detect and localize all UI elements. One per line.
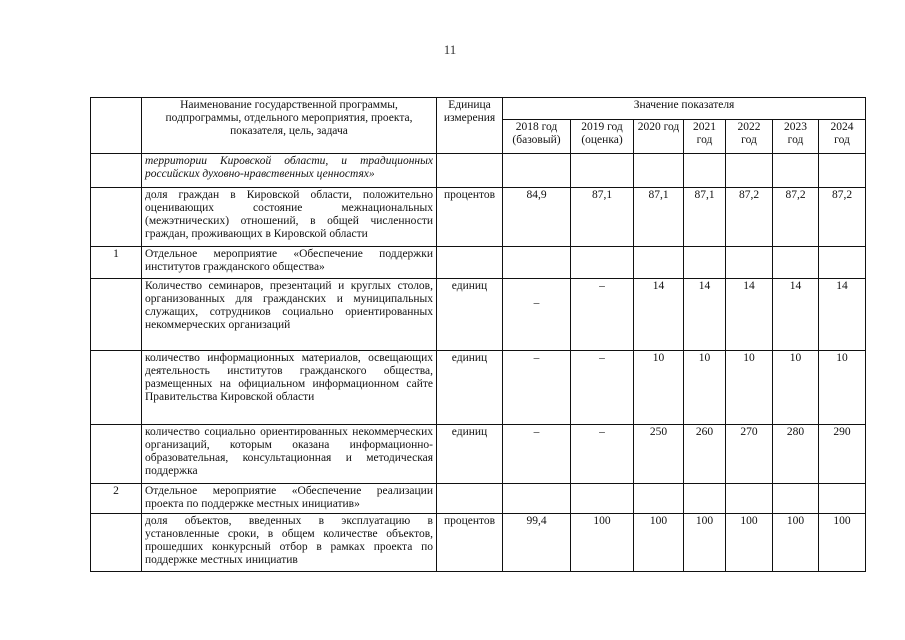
value-cell: –	[571, 425, 634, 484]
header-year: 2020 год	[634, 120, 684, 154]
row-name: Отдельное мероприятие «Обеспечение реализации проекта по поддержке местных инициатив»	[142, 484, 437, 514]
value-cell: 14	[634, 279, 684, 351]
value-cell	[634, 154, 684, 188]
value-cell: 14	[773, 279, 819, 351]
header-year: 2024 год	[819, 120, 866, 154]
table-row	[91, 247, 866, 279]
header-year: 2021 год	[684, 120, 726, 154]
value-cell: 250	[634, 425, 684, 484]
value-cell: 290	[819, 425, 866, 484]
value-cell: 100	[726, 514, 773, 572]
row-number	[91, 425, 142, 484]
row-name: Отдельное мероприятие «Обеспечение поддержки институтов гражданского общества»	[142, 247, 437, 279]
value-cell	[503, 484, 571, 514]
value-cell	[819, 484, 866, 514]
table-row	[91, 351, 866, 425]
header-name: Наименование государственной программы, подпрограммы, отдельного мероприятия, проекта, показателя, цель, задача	[142, 98, 437, 154]
value-cell: 260	[684, 425, 726, 484]
header-num	[91, 98, 142, 154]
value-cell: 87,2	[773, 188, 819, 247]
value-cell: 100	[571, 514, 634, 572]
row-number	[91, 279, 142, 351]
value-cell	[503, 247, 571, 279]
header-year: 2022 год	[726, 120, 773, 154]
table-row	[91, 279, 866, 351]
row-unit	[437, 484, 503, 514]
row-name: Количество семинаров, презентаций и круглых столов, организованных для гражданских и муниципальных служащих, сотрудников социально ориентированных некоммерческих организаций	[142, 279, 437, 351]
value-cell	[634, 484, 684, 514]
value-cell: –	[571, 279, 634, 351]
value-cell	[571, 484, 634, 514]
row-name: территории Кировской области, и традиционных российских духовно-нравственных ценностях»	[142, 154, 437, 188]
indicators-table	[90, 97, 866, 572]
value-cell: –	[503, 425, 571, 484]
value-cell: 10	[773, 351, 819, 425]
value-cell: –	[503, 351, 571, 425]
value-cell	[571, 247, 634, 279]
header-value-group: Значение показателя	[503, 98, 866, 120]
page-number: 11	[443, 42, 457, 57]
table-row	[91, 188, 866, 247]
row-number	[91, 154, 142, 188]
value-cell: 100	[684, 514, 726, 572]
value-cell: 14	[819, 279, 866, 351]
value-cell	[634, 247, 684, 279]
value-cell: 14	[684, 279, 726, 351]
row-unit: единиц	[437, 279, 503, 351]
header-unit: Единица измерения	[437, 98, 503, 154]
row-number	[91, 351, 142, 425]
table-row	[91, 154, 866, 188]
value-cell: 10	[634, 351, 684, 425]
row-name: количество информационных материалов, освещающих деятельность институтов гражданского общества, размещенных на официальном информационном сайте Правительства Кировской области	[142, 351, 437, 425]
value-cell: 100	[773, 514, 819, 572]
value-cell	[819, 247, 866, 279]
value-cell: 10	[684, 351, 726, 425]
value-cell	[773, 154, 819, 188]
row-number	[91, 188, 142, 247]
value-cell	[684, 484, 726, 514]
row-number	[91, 514, 142, 572]
value-cell: 87,1	[684, 188, 726, 247]
row-unit	[437, 247, 503, 279]
row-unit: процентов	[437, 188, 503, 247]
value-cell: 87,1	[634, 188, 684, 247]
header-year: 2018 год (базовый)	[503, 120, 571, 154]
value-cell: 99,4	[503, 514, 571, 572]
table-row	[91, 425, 866, 484]
value-cell	[684, 247, 726, 279]
value-cell: 280	[773, 425, 819, 484]
value-cell: 100	[634, 514, 684, 572]
value-cell: 10	[726, 351, 773, 425]
value-cell: 87,2	[819, 188, 866, 247]
header-year: 2023 год	[773, 120, 819, 154]
value-cell: 270	[726, 425, 773, 484]
row-name: количество социально ориентированных некоммерческих организаций, которым оказана информационно-образовательная, консультационная и методическая поддержка	[142, 425, 437, 484]
row-number: 2	[91, 484, 142, 514]
row-name: доля объектов, введенных в эксплуатацию в установленные сроки, в общем количестве объектов, прошедших конкурсный отбор в рамках проекта по поддержке местных инициатив	[142, 514, 437, 572]
value-cell: 14	[726, 279, 773, 351]
table-row	[91, 514, 866, 572]
header-year: 2019 год (оценка)	[571, 120, 634, 154]
row-unit: процентов	[437, 514, 503, 572]
row-name: доля граждан в Кировской области, положительно оценивающих состояние межнациональных (межэтнических) отношений, в общей численности граждан, проживающих в Кировской области	[142, 188, 437, 247]
value-cell: 87,2	[726, 188, 773, 247]
value-cell: –	[571, 351, 634, 425]
value-cell	[571, 154, 634, 188]
value-cell	[819, 154, 866, 188]
value-cell	[773, 484, 819, 514]
row-unit: единиц	[437, 425, 503, 484]
row-number: 1	[91, 247, 142, 279]
value-cell: 84,9	[503, 188, 571, 247]
value-cell	[726, 247, 773, 279]
value-cell	[684, 154, 726, 188]
value-cell	[773, 247, 819, 279]
row-unit: единиц	[437, 351, 503, 425]
table-row	[91, 484, 866, 514]
value-cell: 10	[819, 351, 866, 425]
value-cell	[726, 154, 773, 188]
row-unit	[437, 154, 503, 188]
value-cell: 87,1	[571, 188, 634, 247]
value-cell: 100	[819, 514, 866, 572]
value-cell	[503, 154, 571, 188]
value-cell	[726, 484, 773, 514]
value-cell: –	[503, 279, 571, 351]
